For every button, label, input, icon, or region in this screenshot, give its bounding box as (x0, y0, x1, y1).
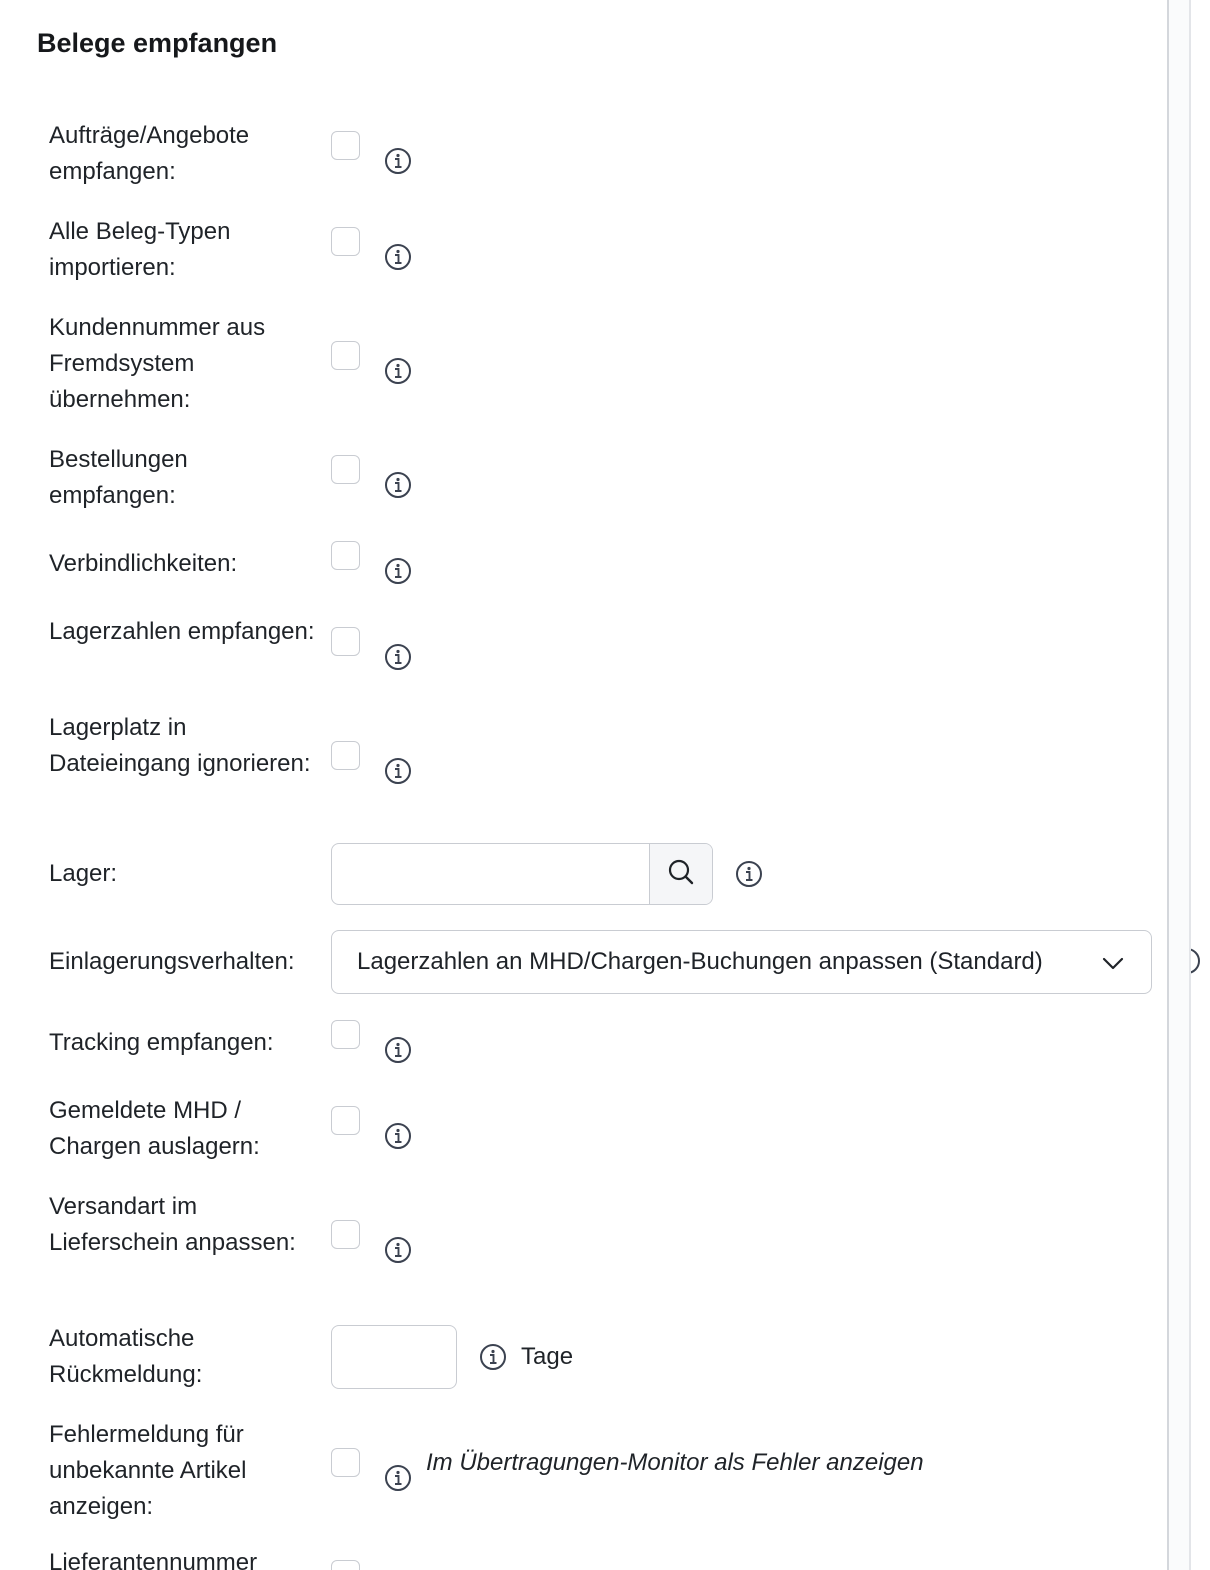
section-title: Belege empfangen (37, 28, 278, 58)
checkbox-tracking[interactable] (331, 1020, 360, 1049)
checkbox-lieferantennummer[interactable] (331, 1560, 360, 1570)
label-alle-beleg-typen: Alle Beleg-Typen importieren: (49, 218, 231, 281)
label-lager: Lager: (49, 860, 118, 887)
info-icon[interactable] (735, 860, 763, 888)
lager-input[interactable] (332, 844, 649, 904)
rueckmeldung-days-input[interactable] (331, 1325, 457, 1389)
info-icon[interactable] (384, 243, 412, 271)
info-icon[interactable] (384, 643, 412, 671)
search-icon (666, 857, 696, 892)
info-icon[interactable] (384, 1464, 412, 1492)
chevron-down-icon (1100, 950, 1126, 976)
label-lagerzahlen: Lagerzahlen empfangen: (49, 618, 315, 645)
info-icon[interactable] (384, 757, 412, 785)
label-auftraege: Aufträge/Angebote empfangen: (49, 122, 250, 185)
checkbox-alle-beleg-typen[interactable] (331, 227, 360, 256)
checkbox-kundennummer[interactable] (331, 341, 360, 370)
label-einlagerung: Einlagerungsverhalten: (49, 948, 295, 975)
info-icon[interactable] (384, 557, 412, 585)
info-icon[interactable] (384, 1122, 412, 1150)
einlagerung-select[interactable] (331, 930, 1152, 994)
info-icon[interactable] (479, 1343, 507, 1371)
checkbox-fehlermeldung[interactable] (331, 1448, 360, 1477)
label-versandart: Versandart im Lieferschein anpassen: (49, 1193, 296, 1256)
vertical-scrollbar[interactable] (1167, 0, 1191, 1570)
label-verbindlichkeiten: Verbindlichkeiten: (49, 550, 238, 577)
label-kundennummer: Kundennummer aus Fremdsystem übernehmen: (49, 314, 266, 413)
unit-label: Tage (521, 1343, 574, 1370)
label-bestellungen: Bestellungen empfangen: (49, 446, 188, 509)
label-fehlermeldung: Fehlermeldung für unbekannte Artikel anzeigen: (49, 1421, 247, 1520)
checkbox-bestellungen[interactable] (331, 455, 360, 484)
lager-lookup (331, 843, 713, 905)
info-icon[interactable] (384, 471, 412, 499)
label-lieferantennummer: Lieferantennummer (49, 1549, 258, 1570)
label-rueckmeldung: Automatische Rückmeldung: (49, 1325, 203, 1388)
checkbox-auftraege[interactable] (331, 131, 360, 160)
info-icon[interactable] (384, 1236, 412, 1264)
checkbox-mhd-chargen[interactable] (331, 1106, 360, 1135)
einlagerung-selected-value: Lagerzahlen an MHD/Chargen-Buchungen anpassen (Standard) (357, 948, 1043, 975)
label-tracking: Tracking empfangen: (49, 1029, 274, 1056)
checkbox-versandart[interactable] (331, 1220, 360, 1249)
info-icon[interactable] (384, 1036, 412, 1064)
fehlermeldung-hint: Im Übertragungen-Monitor als Fehler anzeigen (426, 1449, 924, 1476)
label-lagerplatz: Lagerplatz in Dateieingang ignorieren: (49, 714, 311, 777)
info-icon[interactable] (384, 357, 412, 385)
info-icon[interactable] (384, 147, 412, 175)
label-mhd-chargen: Gemeldete MHD / Chargen auslagern: (49, 1097, 260, 1160)
checkbox-lagerplatz[interactable] (331, 741, 360, 770)
checkbox-verbindlichkeiten[interactable] (331, 541, 360, 570)
lager-search-button[interactable] (649, 844, 712, 904)
checkbox-lagerzahlen[interactable] (331, 627, 360, 656)
